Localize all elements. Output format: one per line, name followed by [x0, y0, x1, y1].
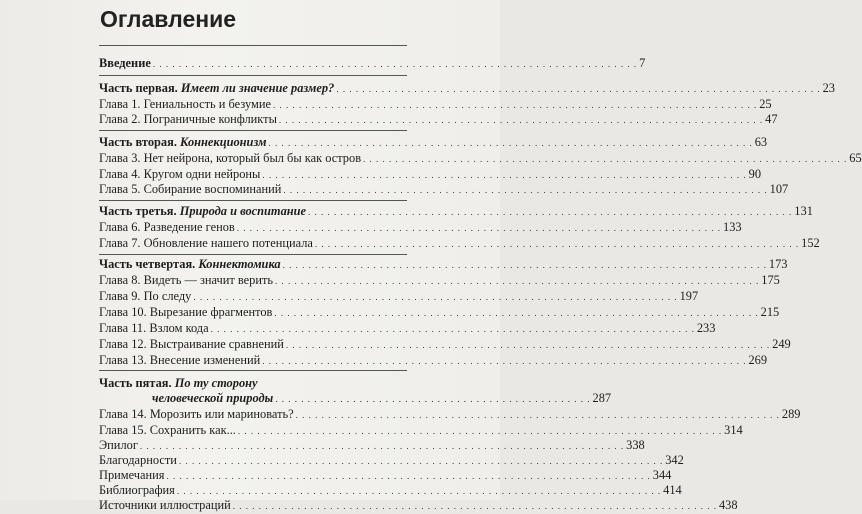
toc-chapter-12: [99, 336, 791, 352]
leader-dots: [296, 407, 780, 423]
toc-page-number: 438: [718, 498, 738, 512]
part-prefix: Часть первая.: [99, 81, 178, 95]
toc-page-number: 65: [849, 151, 862, 165]
toc-chapter-14: [99, 406, 801, 422]
part-title: Коннектомика: [198, 257, 281, 271]
toc-entry-label: Глава 10. Вырезание фрагментов: [99, 305, 273, 319]
toc-page-number: 107: [769, 182, 789, 196]
toc-entry-label: Примечания: [99, 468, 165, 482]
toc-part-1: [99, 80, 835, 96]
toc-part-3: [99, 203, 813, 219]
toc-notes: [99, 467, 672, 483]
leader-dots: [233, 498, 717, 514]
toc-page-number: 233: [696, 321, 716, 335]
part-title-line2: человеческой природы: [152, 391, 274, 405]
part-title: Коннекционизм: [180, 135, 267, 149]
toc-page-number: 287: [592, 391, 612, 405]
toc-chapter-13: [99, 352, 768, 368]
toc-chapter-15: [99, 422, 743, 438]
toc-page-number: 173: [768, 257, 788, 271]
leader-dots: [279, 112, 763, 128]
leader-dots: [193, 289, 677, 305]
toc-page-number: 7: [639, 56, 646, 70]
leader-dots: [336, 81, 820, 97]
divider: [99, 75, 407, 76]
toc-page-number: 249: [772, 337, 791, 351]
toc-page-number: 47: [765, 112, 778, 126]
toc-page-number: 269: [748, 353, 768, 367]
toc-entry-label: Источники иллюстраций: [99, 498, 231, 512]
leader-dots: [275, 273, 759, 289]
toc-page-number: 175: [761, 273, 780, 287]
toc-chapter-6: [99, 219, 742, 235]
toc-chapter-11: [99, 320, 716, 336]
toc-chapter-9: [99, 288, 699, 304]
toc-page-number: 289: [781, 407, 801, 421]
divider: [99, 254, 407, 255]
toc-page-number: 152: [801, 236, 820, 250]
leader-dots: [268, 135, 752, 151]
toc-part-2: [99, 134, 768, 150]
toc-page-number: 25: [759, 97, 772, 111]
toc-chapter-3: [99, 150, 862, 166]
toc-entry-label: Глава 6. Разведение генов: [99, 220, 235, 234]
leader-dots: [153, 56, 637, 72]
toc-chapter-2: [99, 111, 778, 127]
toc-page-number: 197: [679, 289, 699, 303]
leader-dots: [283, 257, 767, 273]
toc-chapter-4: [99, 166, 762, 182]
toc-page-number: 131: [794, 204, 813, 218]
leader-dots: [286, 337, 770, 353]
divider: [99, 370, 407, 371]
part-title: По ту сторону: [174, 376, 258, 390]
part-prefix: Часть третья.: [99, 204, 177, 218]
toc-chapter-8: [99, 272, 780, 288]
toc-page-number: 90: [748, 167, 762, 181]
toc-entry-label: Глава 2. Пограничные конфликты: [99, 112, 277, 126]
toc-entry-label: Библиография: [99, 483, 175, 497]
toc-entry-label: Глава 7. Обновление нашего потенциала: [99, 236, 313, 250]
toc-page-number: 133: [723, 220, 742, 234]
toc-entry-label: Эпилог: [99, 438, 138, 452]
part-prefix: Часть пятая.: [99, 376, 172, 390]
toc-part-4: [99, 256, 788, 272]
toc-page-number: 314: [724, 423, 743, 437]
toc-acknowledgments: [99, 452, 684, 468]
leader-dots: [363, 151, 847, 167]
toc-chapter-7: [99, 235, 820, 251]
leader-dots: [211, 321, 695, 337]
page-title: Оглавление: [100, 6, 237, 32]
toc-chapter-1: [99, 96, 772, 112]
toc-entry-label: Глава 5. Собирание воспоминаний: [99, 182, 282, 196]
toc-entry-label: Глава 14. Морозить или мариновать?: [99, 407, 294, 421]
toc-entry-intro: [99, 55, 646, 71]
toc-entry-label: Глава 1. Гениальность и безумие: [99, 97, 271, 111]
toc-part-5: [99, 375, 409, 391]
leader-dots: [274, 305, 758, 321]
toc-entry-label: Благодарности: [99, 453, 177, 467]
leader-dots: [308, 204, 792, 220]
part-prefix: Часть вторая.: [99, 135, 177, 149]
toc-chapter-5: [99, 181, 789, 197]
toc-page-number: 344: [652, 468, 672, 482]
toc-epilogue: [99, 437, 645, 453]
toc-entry-label: Глава 9. По следу: [99, 289, 192, 303]
toc-entry-label: Глава 12. Выстраивание сравнений: [99, 337, 284, 351]
toc-part-5-continuation: [152, 390, 612, 406]
leader-dots: [275, 391, 590, 407]
toc-entry-label: Глава 11. Взлом кода: [99, 321, 209, 335]
toc-page-number: 63: [754, 135, 768, 149]
part-prefix: Часть четвертая.: [99, 257, 196, 271]
leader-dots: [283, 182, 767, 198]
part-title: Природа и воспитание: [179, 204, 307, 218]
toc-entry-label: Глава 3. Нет нейрона, который был бы как остров: [99, 151, 362, 165]
toc-illustration-credits: [99, 497, 738, 512]
leader-dots: [315, 236, 799, 252]
toc-page-number: 215: [760, 305, 780, 319]
divider: [99, 200, 407, 201]
leader-dots: [262, 353, 746, 369]
toc-page-number: 414: [663, 483, 682, 497]
leader-dots: [237, 220, 721, 236]
toc-entry-label: Глава 8. Видеть — значит верить: [99, 273, 274, 287]
divider: [99, 130, 407, 131]
toc-entry-label: Введение: [99, 56, 151, 70]
toc-bibliography: [99, 482, 682, 498]
toc-chapter-10: [99, 304, 780, 320]
toc-page-number: 23: [822, 81, 835, 95]
toc-entry-label: Глава 15. Сохранить как...: [99, 423, 236, 437]
divider: [99, 45, 407, 46]
toc-page-number: 342: [665, 453, 684, 467]
toc-entry-label: Глава 13. Внесение изменений: [99, 353, 261, 367]
toc-page-number: 338: [626, 438, 645, 452]
part-title: Имеет ли значение размер?: [180, 81, 335, 95]
toc-entry-label: Глава 4. Кругом одни нейроны: [99, 167, 261, 181]
